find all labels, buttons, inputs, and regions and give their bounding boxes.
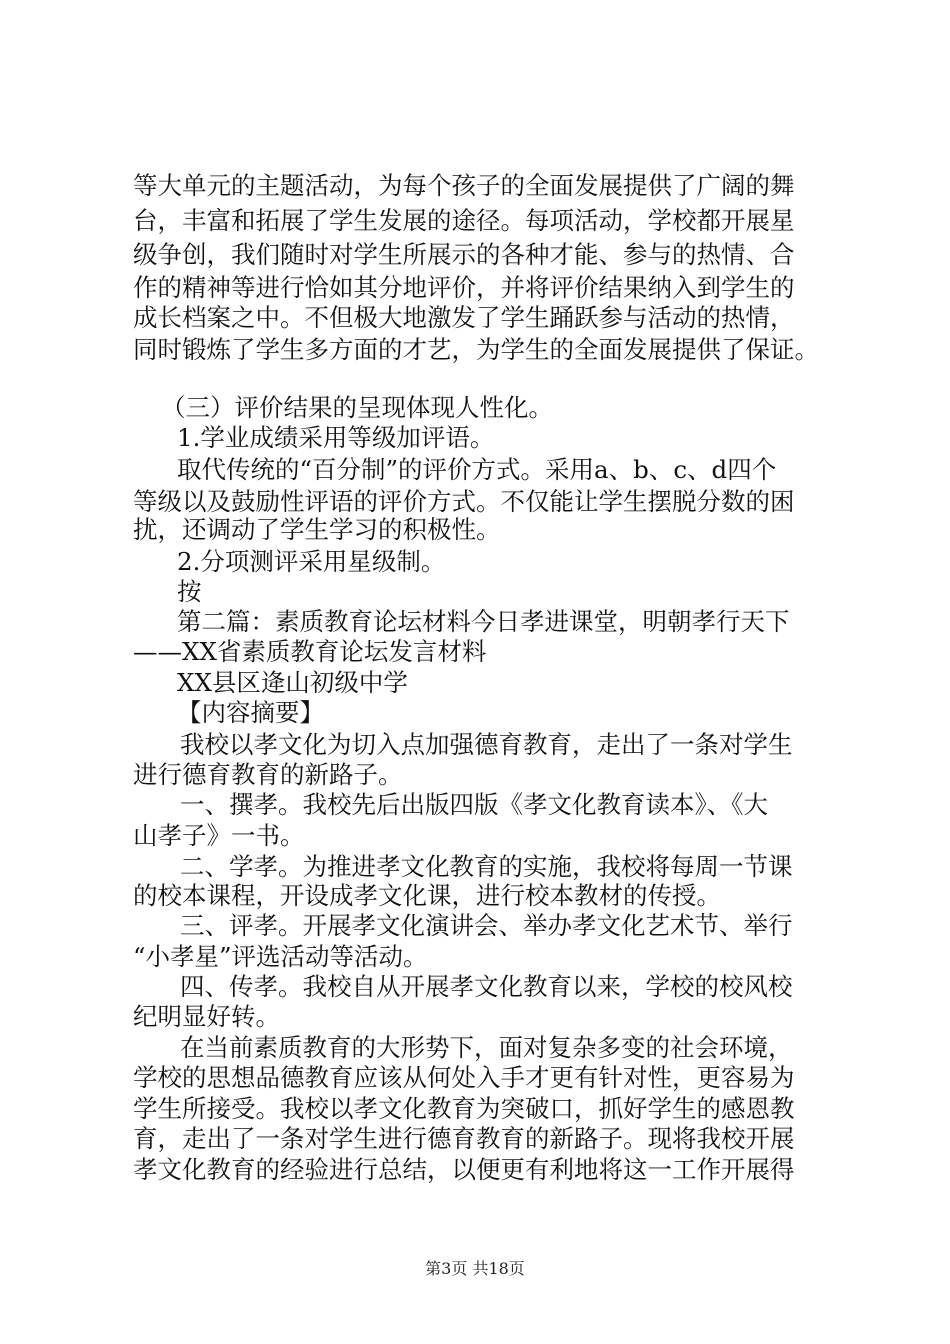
text-line: 的校本课程，开设成孝文化课，进行校本教材的传授。 [133,881,721,910]
text-line: 取代传统的“百分制”的评价方式。采用a、b、c、d四个 [177,455,777,484]
article-subtitle: ——XX省素质教育论坛发言材料 [133,637,487,666]
text-line: 在当前素质教育的大形势下，面对复杂多变的社会环境， [180,1033,793,1062]
text-line: 三、评孝。开展孝文化演讲会、举办孝文化艺术节、举行 [180,911,793,940]
subheading: 1.学业成绩采用等级加评语。 [177,423,495,452]
text-line: 二、学孝。为推进孝文化教育的实施，我校将每周一节课 [180,852,793,881]
text-line: 一、撰孝。我校先后出版四版《孝文化教育读本》、《大 [180,790,768,819]
text-line: 扰，还调动了学生学习的积极性。 [133,515,501,544]
text-line: 学生所接受。我校以孝文化教育为突破口，抓好学生的感恩教 [133,1094,795,1123]
author-school: XX县区逄山初级中学 [177,668,408,697]
text-line: 按 [177,577,202,606]
text-line: 作的精神等进行恰如其分地评价，并将评价结果纳入到学生的 [133,273,795,302]
text-line: 级争创，我们随时对学生所展示的各种才能、参与的热情、合 [133,240,795,269]
subheading: 2.分项测评采用星级制。 [177,547,446,576]
text-line: 育，走出了一条对学生进行德育教育的新路子。现将我校开展 [133,1124,795,1153]
text-line: 山孝子》一书。 [133,821,305,850]
page-footer: 第3页 共18页 [425,1259,525,1278]
abstract-label: 【内容摘要】 [177,698,324,727]
article-title: 第二篇：素质教育论坛材料今日孝进课堂，明朝孝行天下 [177,607,790,636]
text-line: 我校以孝文化为切入点加强德育教育，走出了一条对学生 [180,730,793,759]
text-line: 纪明显好转。 [133,1002,280,1031]
text-line: 四、传孝。我校自从开展孝文化教育以来，学校的校风校 [180,972,793,1001]
section-heading: （三）评价结果的呈现体现人性化。 [161,393,553,422]
text-line: 学校的思想品德教育应该从何处入手才更有针对性，更容易为 [133,1063,795,1092]
text-line: 进行德育教育的新路子。 [133,760,403,789]
text-line: 等大单元的主题活动，为每个孩子的全面发展提供了广阔的舞 [133,171,795,200]
text-line: 等级以及鼓励性评语的评价方式。不仅能让学生摆脱分数的困 [133,487,795,516]
text-line: 台，丰富和拓展了学生发展的途径。每项活动，学校都开展星 [133,206,795,235]
text-line: 孝文化教育的经验进行总结，以便更有利地将这一工作开展得 [133,1155,795,1184]
text-line: 成长档案之中。不但极大地激发了学生踊跃参与活动的热情， [133,303,795,332]
text-line: 同时锻炼了学生多方面的才艺，为学生的全面发展提供了保证。 [133,335,819,364]
text-line: “小孝星”评选活动等活动。 [133,942,428,971]
